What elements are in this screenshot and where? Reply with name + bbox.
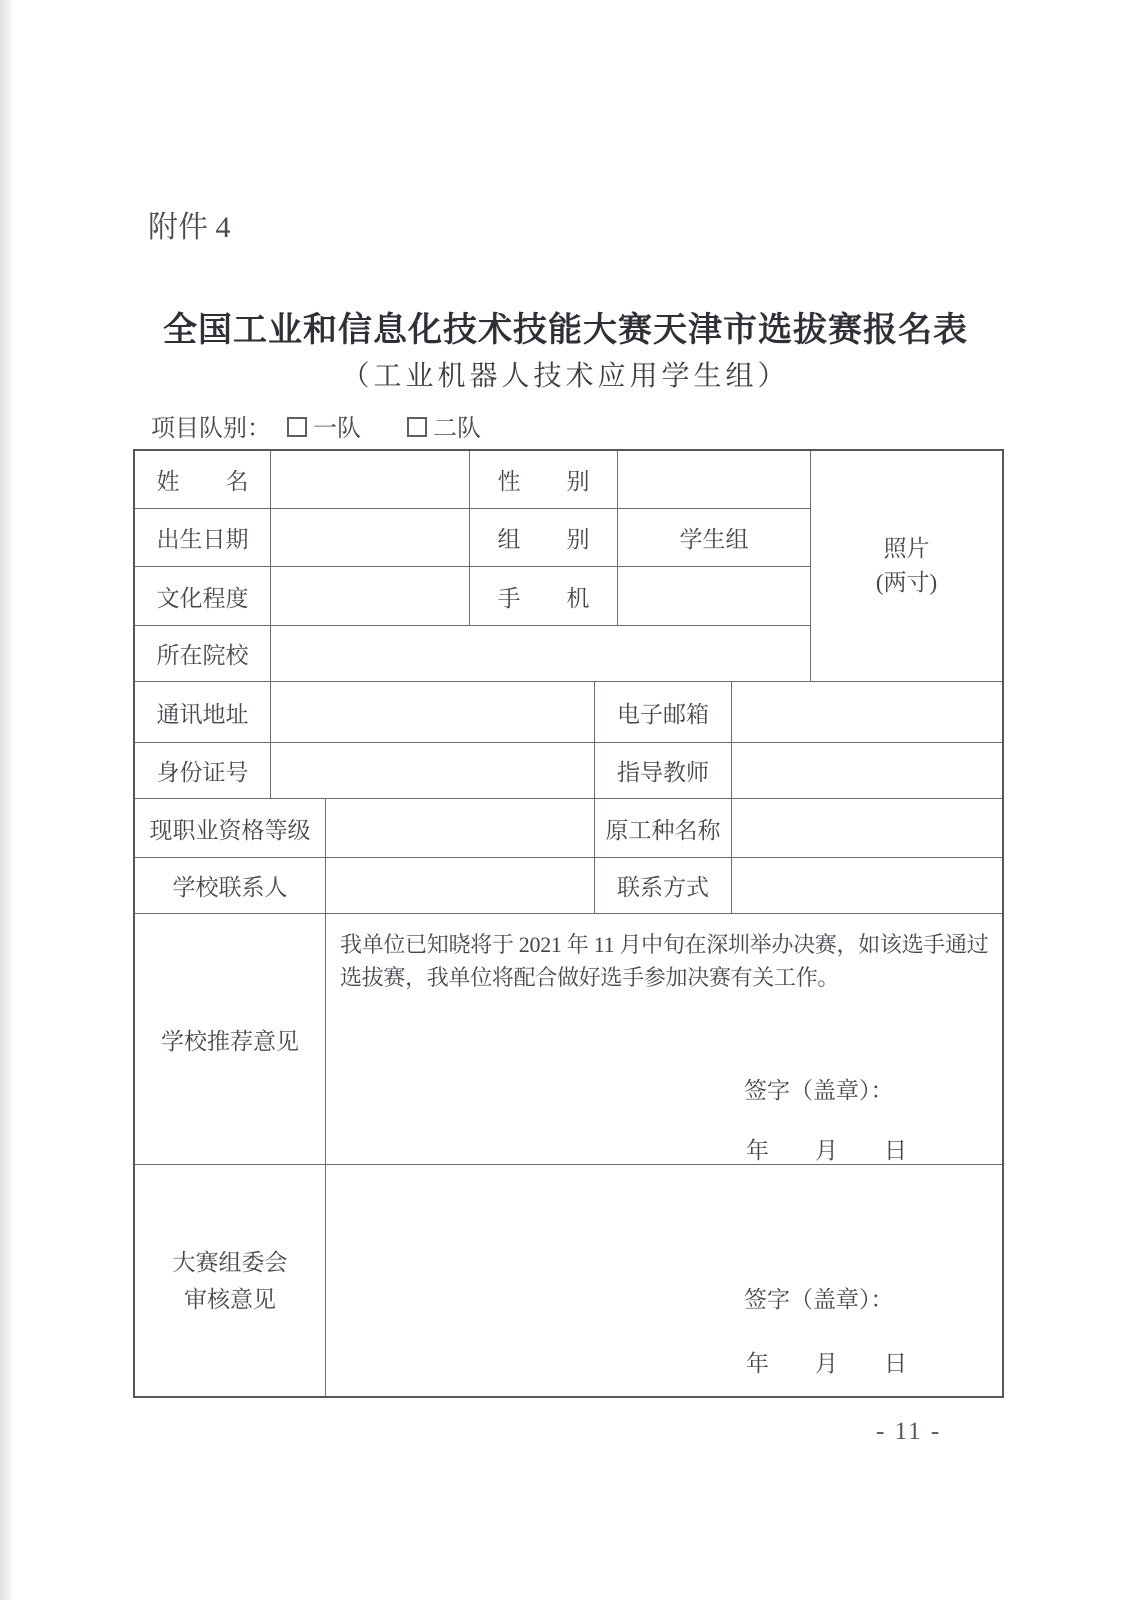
email-value-cell bbox=[732, 682, 1002, 742]
school-contact-value-cell bbox=[326, 858, 595, 913]
table-row-qualification bbox=[135, 799, 1002, 858]
contact-method-value-cell bbox=[732, 858, 1002, 913]
education-label: 文化程度 bbox=[135, 567, 271, 625]
table-row-education bbox=[135, 567, 810, 626]
recommendation-label: 学校推荐意见 bbox=[135, 914, 326, 1164]
team-category-label: 项目队别： bbox=[151, 416, 271, 442]
table-row-school bbox=[135, 626, 810, 681]
table-row-name bbox=[135, 451, 810, 509]
team-option-1 bbox=[287, 408, 361, 443]
group-value: 学生组 bbox=[679, 527, 749, 552]
recommendation-content-cell bbox=[326, 914, 1002, 1164]
team-1-label: 一队 bbox=[313, 416, 361, 442]
registration-form-table bbox=[133, 449, 1004, 1398]
table-row-school-contact bbox=[135, 858, 1002, 914]
team-2-checkbox-icon bbox=[407, 417, 427, 437]
former-trade-label: 原工种名称 bbox=[595, 799, 732, 857]
email-label: 电子邮箱 bbox=[595, 682, 732, 742]
recommendation-statement: 我单位已知晓将于 2021 年 11 月中旬在深圳举办决赛，如该选手通过选拔赛，我单位将配合做好选手参加决赛有关工作。 bbox=[340, 932, 989, 990]
committee-label-line2: 审核意见 bbox=[184, 1286, 276, 1312]
personal-info-rowgroup bbox=[135, 451, 1002, 682]
birth-date-value-cell bbox=[271, 509, 470, 566]
scan-edge-artifact bbox=[0, 0, 14, 1600]
team-selection-row bbox=[151, 408, 481, 443]
form-title: 全国工业和信息化技术技能大赛天津市选拔赛报名表 bbox=[163, 312, 968, 349]
qualification-value-cell bbox=[326, 799, 595, 857]
team-1-checkbox-icon bbox=[287, 417, 307, 437]
mobile-value-cell bbox=[618, 567, 810, 625]
qualification-label: 现职业资格等级 bbox=[135, 799, 326, 857]
contact-method-label: 联系方式 bbox=[595, 858, 732, 913]
committee-label-line1: 大赛组委会 bbox=[172, 1249, 288, 1275]
team-2-label: 二队 bbox=[433, 416, 481, 442]
page-number: - 11 - bbox=[876, 1418, 942, 1445]
former-trade-value-cell bbox=[732, 799, 1002, 857]
committee-date-label: 年 月 日 bbox=[746, 1351, 907, 1376]
gender-label: 性 别 bbox=[470, 451, 618, 508]
id-number-value-cell bbox=[271, 743, 595, 798]
name-label: 姓 名 bbox=[135, 451, 271, 508]
school-label: 所在院校 bbox=[135, 626, 271, 681]
group-label: 组 别 bbox=[470, 509, 618, 566]
address-value-cell bbox=[271, 682, 595, 742]
gender-value-cell bbox=[618, 451, 810, 508]
advisor-label: 指导教师 bbox=[595, 743, 732, 798]
recommendation-signature-label: 签字（盖章）： bbox=[744, 1078, 894, 1103]
attachment-label: 附件 4 bbox=[148, 211, 231, 244]
mobile-label: 手 机 bbox=[470, 567, 618, 625]
name-value-cell bbox=[271, 451, 470, 508]
birth-date-label: 出生日期 bbox=[135, 509, 271, 566]
personal-info-left bbox=[135, 451, 810, 681]
advisor-value-cell bbox=[732, 743, 1002, 798]
table-row-committee bbox=[135, 1165, 1002, 1396]
form-subtitle: （工业机器人技术应用学生组） bbox=[341, 361, 790, 392]
id-number-label: 身份证号 bbox=[135, 743, 271, 798]
table-row-recommendation bbox=[135, 914, 1002, 1165]
table-row-birth bbox=[135, 509, 810, 567]
committee-label bbox=[135, 1165, 326, 1396]
school-value-cell bbox=[271, 626, 810, 681]
committee-content-cell bbox=[326, 1165, 1002, 1396]
photo-label-line2: (两寸) bbox=[875, 570, 938, 595]
address-label: 通讯地址 bbox=[135, 682, 271, 742]
team-option-2 bbox=[407, 408, 481, 443]
photo-label-line1: 照片 bbox=[883, 536, 930, 561]
table-row-id bbox=[135, 743, 1002, 799]
committee-signature-label: 签字（盖章）： bbox=[744, 1287, 894, 1312]
education-value-cell bbox=[271, 567, 470, 625]
table-row-address bbox=[135, 682, 1002, 743]
photo-cell bbox=[810, 451, 1002, 681]
recommendation-date-label: 年 月 日 bbox=[746, 1138, 907, 1163]
school-contact-label: 学校联系人 bbox=[135, 858, 326, 913]
